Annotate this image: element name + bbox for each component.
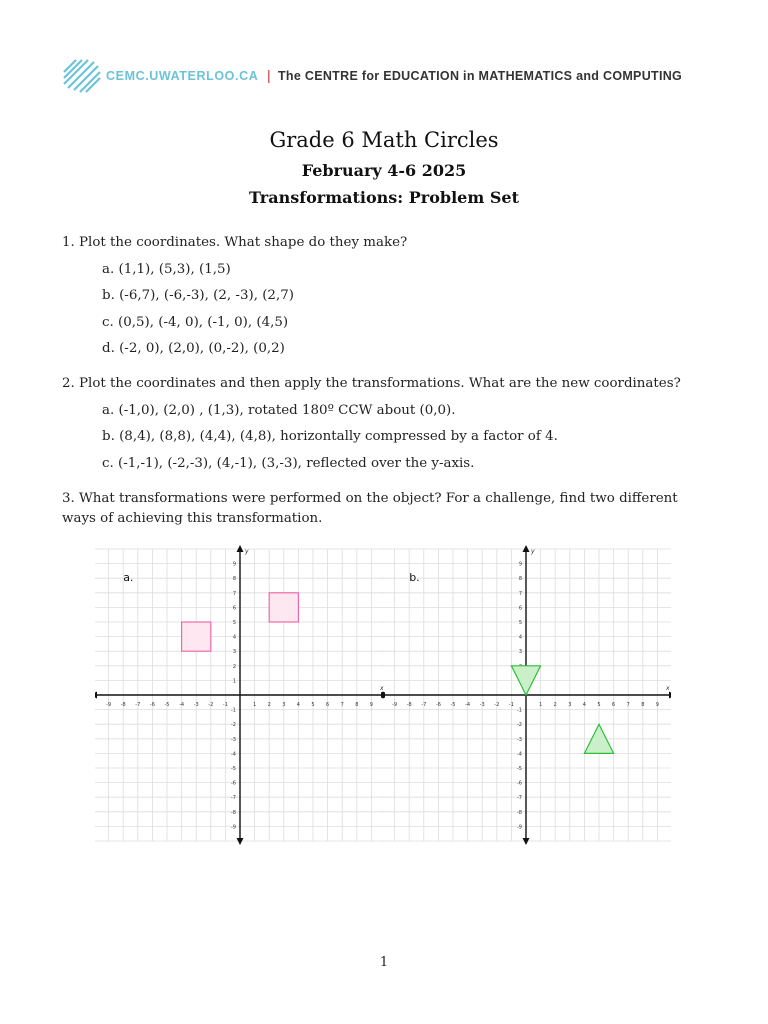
x-tick-label: 3 bbox=[568, 702, 572, 708]
x-axis-arrow-left bbox=[381, 692, 383, 699]
x-axis-arrow-left bbox=[95, 692, 97, 699]
y-axis-arrow-down bbox=[237, 838, 244, 845]
question-2-option-c: c. (-1,-1), (-2,-3), (4,-1), (3,-3), reflected over the y-axis. bbox=[102, 456, 475, 471]
y-tick-label: -7 bbox=[517, 795, 522, 802]
x-tick-label: -6 bbox=[435, 702, 441, 708]
x-tick-label: -7 bbox=[135, 702, 141, 708]
y-tick-label: 4 bbox=[518, 634, 522, 641]
original-square bbox=[182, 622, 211, 651]
x-tick-label: -6 bbox=[149, 702, 155, 708]
x-tick-label: 2 bbox=[267, 702, 271, 708]
centre-name: The CENTRE for EDUCATION in MATHEMATICS and COMPUTING bbox=[278, 69, 683, 83]
x-tick-label: -3 bbox=[193, 702, 199, 708]
question-3: 3. What transformations were performed on the object? For a challenge, find two different ways of achieving this transformation. bbox=[62, 491, 678, 526]
question-1: 1. Plot the coordinates. What shape do they make? bbox=[62, 235, 408, 250]
transformed-square bbox=[269, 593, 298, 622]
y-tick-label: -2 bbox=[517, 722, 522, 729]
cemc-logo-icon bbox=[62, 58, 102, 94]
question-1-option-a: a. (1,1), (5,3), (1,5) bbox=[102, 262, 231, 277]
x-tick-label: -1 bbox=[222, 702, 228, 708]
x-tick-label: 4 bbox=[582, 702, 586, 708]
question-2-option-a: a. (-1,0), (2,0) , (1,3), rotated 180º CCW about (0,0). bbox=[102, 403, 456, 418]
question-1-option-d: d. (-2, 0), (2,0), (0,-2), (0,2) bbox=[102, 341, 285, 356]
x-axis-label: x bbox=[666, 685, 670, 692]
y-tick-label: -3 bbox=[517, 736, 522, 743]
y-tick-label: -5 bbox=[517, 766, 522, 772]
y-tick-label: 5 bbox=[232, 620, 236, 626]
y-tick-label: 5 bbox=[518, 620, 522, 626]
graph-b bbox=[381, 545, 671, 845]
x-tick-label: -4 bbox=[465, 702, 471, 708]
y-tick-label: 7 bbox=[518, 590, 522, 597]
y-tick-label: 2 bbox=[232, 663, 236, 670]
x-tick-label: -5 bbox=[164, 702, 170, 708]
question-2-option-b: b. (8,4), (8,8), (4,4), (4,8), horizontally compressed by a factor of 4. bbox=[102, 429, 558, 444]
x-tick-label: 9 bbox=[655, 702, 659, 708]
x-tick-label: -9 bbox=[392, 702, 398, 708]
y-tick-label: -7 bbox=[231, 795, 236, 802]
header-separator: | bbox=[267, 67, 271, 83]
y-tick-label: -2 bbox=[231, 722, 236, 729]
x-tick-label: 7 bbox=[340, 702, 344, 708]
x-tick-label: 6 bbox=[326, 702, 330, 708]
y-tick-label: -9 bbox=[231, 824, 236, 831]
x-tick-label: -9 bbox=[106, 702, 112, 708]
y-tick-label: -1 bbox=[517, 707, 522, 714]
page-number: 1 bbox=[379, 955, 389, 970]
y-axis-arrow-up bbox=[523, 545, 530, 552]
y-tick-label: -3 bbox=[231, 736, 236, 743]
x-tick-label: -7 bbox=[421, 702, 427, 708]
x-tick-label: -5 bbox=[450, 702, 456, 708]
y-tick-label: -8 bbox=[517, 809, 522, 816]
y-tick-label: 9 bbox=[232, 561, 236, 568]
x-tick-label: 2 bbox=[553, 702, 557, 708]
y-tick-label: 4 bbox=[232, 634, 236, 641]
y-axis-label: y bbox=[531, 548, 535, 555]
question-1-option-c: c. (0,5), (-4, 0), (-1, 0), (4,5) bbox=[102, 315, 289, 330]
x-tick-label: -2 bbox=[208, 702, 214, 708]
x-tick-label: 5 bbox=[311, 702, 315, 708]
brand-link[interactable]: CEMC.UWATERLOO.CA bbox=[106, 69, 259, 83]
question-2: 2. Plot the coordinates and then apply the transformations. What are the new coordinates? bbox=[62, 376, 681, 391]
x-tick-label: -4 bbox=[179, 702, 185, 708]
x-tick-label: -2 bbox=[494, 702, 500, 708]
page-date: February 4-6 2025 bbox=[301, 161, 467, 180]
header bbox=[62, 58, 722, 94]
y-tick-label: 9 bbox=[518, 561, 522, 568]
y-tick-label: -6 bbox=[517, 780, 522, 787]
y-tick-label: 3 bbox=[232, 649, 236, 656]
y-axis-label: y bbox=[245, 548, 249, 555]
y-axis-arrow-up bbox=[237, 545, 244, 552]
graph-panel-label: b. bbox=[409, 571, 420, 585]
y-tick-label: -5 bbox=[231, 766, 236, 772]
x-tick-label: -8 bbox=[120, 702, 126, 708]
y-tick-label: 3 bbox=[518, 649, 522, 656]
y-tick-label: -8 bbox=[231, 809, 236, 816]
x-tick-label: 5 bbox=[597, 702, 601, 708]
x-tick-label: -8 bbox=[406, 702, 412, 708]
y-tick-label: 6 bbox=[232, 605, 236, 612]
y-tick-label: 1 bbox=[232, 678, 236, 685]
y-tick-label: -4 bbox=[231, 751, 236, 758]
question-1-option-b: b. (-6,7), (-6,-3), (2, -3), (2,7) bbox=[102, 288, 294, 303]
x-tick-label: 6 bbox=[612, 702, 616, 708]
x-axis-arrow-right bbox=[669, 692, 671, 699]
y-axis-arrow-down bbox=[523, 838, 530, 845]
graph-panel-label: a. bbox=[123, 571, 134, 585]
page-title: Grade 6 Math Circles bbox=[269, 128, 499, 152]
x-axis-label: x bbox=[380, 685, 384, 692]
x-tick-label: 3 bbox=[282, 702, 286, 708]
graph-a bbox=[95, 545, 385, 845]
x-tick-label: 4 bbox=[296, 702, 300, 708]
y-tick-label: -9 bbox=[517, 824, 522, 831]
y-tick-label: 8 bbox=[232, 576, 236, 583]
y-tick-label: 7 bbox=[232, 590, 236, 597]
x-tick-label: 8 bbox=[355, 702, 359, 708]
x-tick-label: -1 bbox=[508, 702, 514, 708]
x-tick-label: 7 bbox=[626, 702, 630, 708]
x-tick-label: -3 bbox=[479, 702, 485, 708]
y-tick-label: -1 bbox=[231, 707, 236, 714]
x-tick-label: 1 bbox=[253, 702, 257, 708]
y-tick-label: 6 bbox=[518, 605, 522, 612]
x-tick-label: 1 bbox=[539, 702, 543, 708]
y-tick-label: -6 bbox=[231, 780, 236, 787]
page-subtitle: Transformations: Problem Set bbox=[249, 188, 519, 207]
x-tick-label: 9 bbox=[369, 702, 373, 708]
y-tick-label: -4 bbox=[517, 751, 522, 758]
x-tick-label: 8 bbox=[641, 702, 645, 708]
y-tick-label: 8 bbox=[518, 576, 522, 583]
